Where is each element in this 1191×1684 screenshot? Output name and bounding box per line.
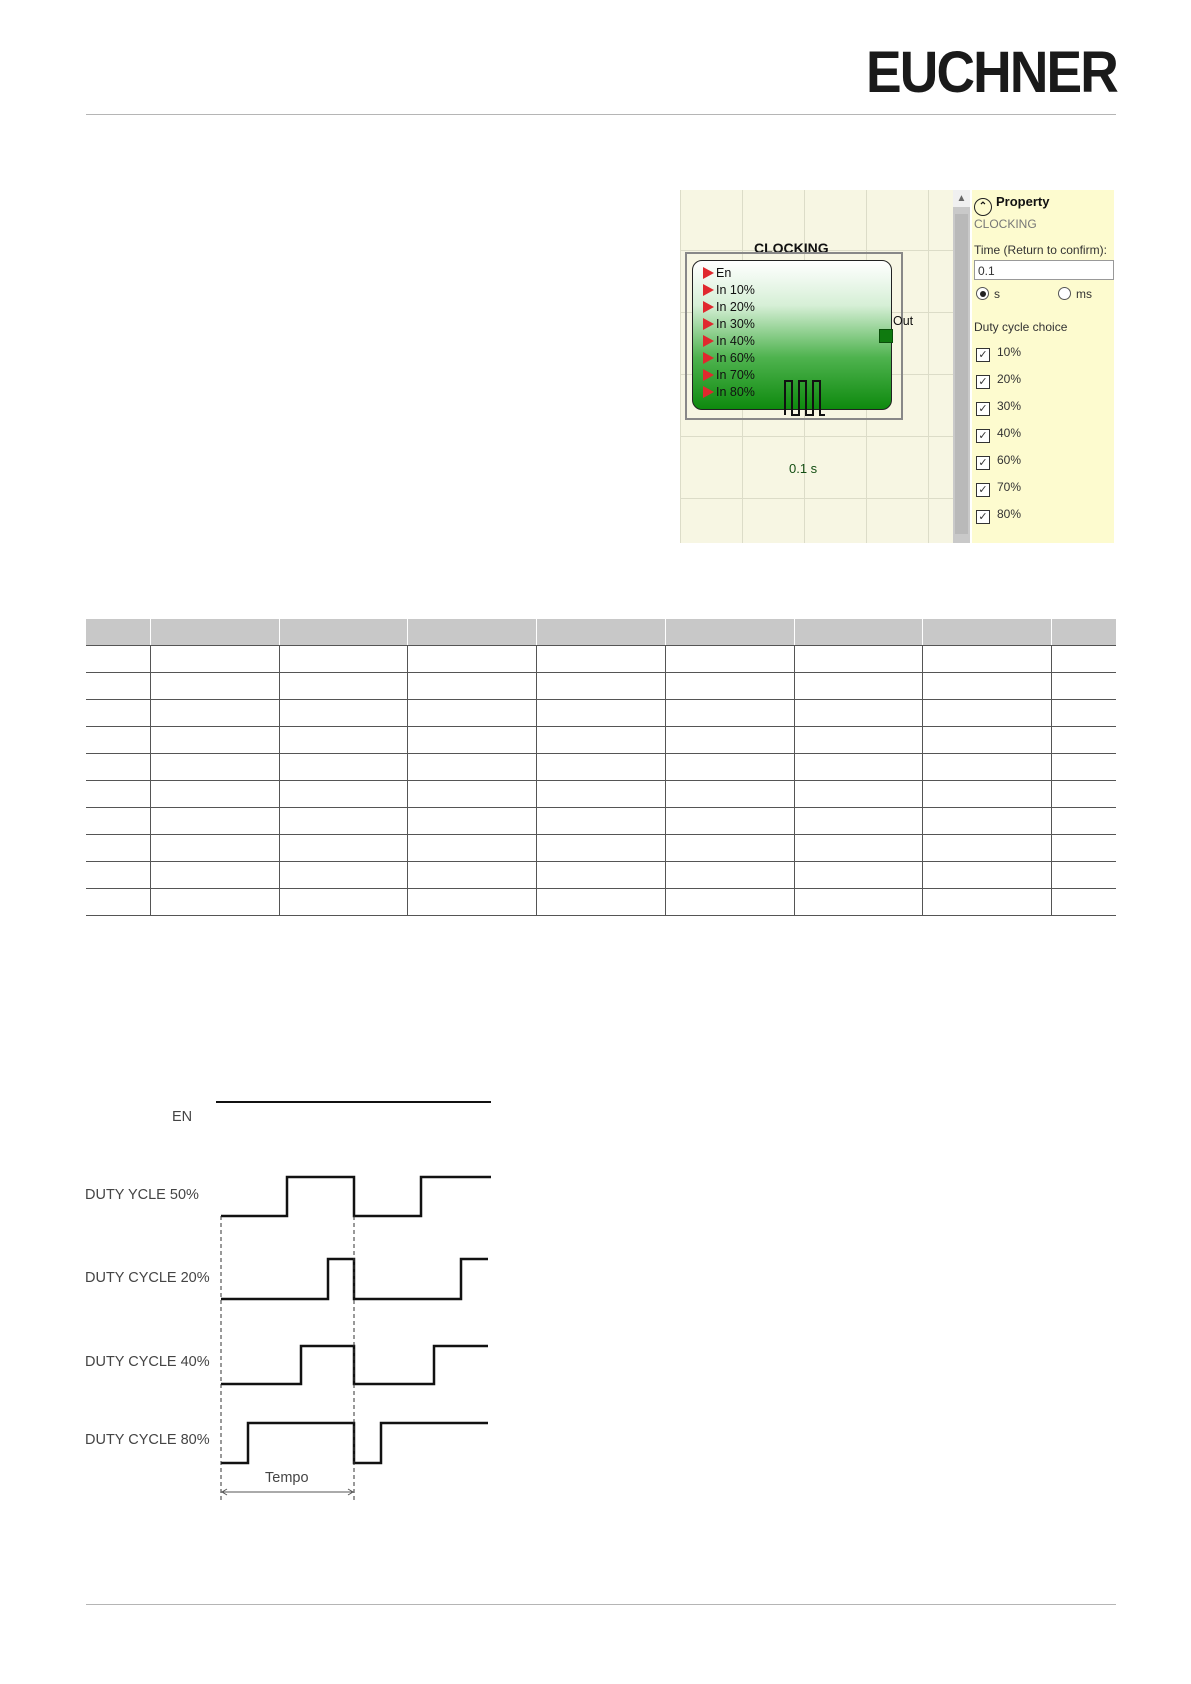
footer-rule <box>86 1604 1116 1605</box>
collapse-chevron-icon[interactable]: ⌃ <box>974 198 992 216</box>
signal-label-duty-40: DUTY CYCLE 40% <box>85 1354 210 1370</box>
block-title: CLOCKING <box>754 240 829 256</box>
input-pin-10[interactable]: In 10% <box>703 282 755 298</box>
signal-label-duty-50: DUTY YCLE 50% <box>85 1187 199 1203</box>
checkmark-icon[interactable]: ✓ <box>976 429 990 443</box>
checkmark-icon[interactable]: ✓ <box>976 483 990 497</box>
signal-label-duty-80: DUTY CYCLE 80% <box>85 1432 210 1448</box>
input-pin-70[interactable]: In 70% <box>703 367 755 383</box>
signal-label-duty-20: DUTY CYCLE 20% <box>85 1270 210 1286</box>
duty-checkbox-30[interactable]: ✓ 30% <box>976 399 1021 416</box>
duty-checkbox-10[interactable]: ✓ 10% <box>976 345 1021 362</box>
property-header[interactable]: ⌃ Property <box>974 194 1049 216</box>
unit-radio-ms[interactable]: ms <box>1058 287 1092 301</box>
period-label: Tempo <box>265 1470 309 1486</box>
input-pin-30[interactable]: In 30% <box>703 316 755 332</box>
duty-checkbox-70[interactable]: ✓ 70% <box>976 480 1021 497</box>
brand-logo: EUCHNER <box>866 40 1117 105</box>
input-pin-en[interactable]: En <box>703 265 731 281</box>
duty-checkbox-40[interactable]: ✓ 40% <box>976 426 1021 443</box>
property-subheader: CLOCKING <box>974 217 1037 231</box>
duty-checkbox-20[interactable]: ✓ 20% <box>976 372 1021 389</box>
block-time-label: 0.1 s <box>789 461 818 476</box>
input-pin-80[interactable]: In 80% <box>703 384 755 400</box>
checkmark-icon[interactable]: ✓ <box>976 375 990 389</box>
signal-label-en: EN <box>172 1109 193 1125</box>
scroll-up-icon[interactable]: ▲ <box>953 190 970 207</box>
time-input[interactable]: 0.1 <box>974 260 1114 280</box>
input-pin-40[interactable]: In 40% <box>703 333 755 349</box>
output-label: Out <box>893 314 914 328</box>
time-field-label: Time (Return to confirm): <box>974 243 1107 257</box>
input-pin-60[interactable]: In 60% <box>703 350 755 366</box>
input-pin-20[interactable]: In 20% <box>703 299 755 315</box>
unit-radio-s[interactable]: s <box>976 287 1000 301</box>
checkmark-icon[interactable]: ✓ <box>976 348 990 362</box>
checkmark-icon[interactable]: ✓ <box>976 456 990 470</box>
duty-50-waveform <box>221 1177 491 1216</box>
duty-checkbox-80[interactable]: ✓ 80% <box>976 507 1021 524</box>
duty-cycle-label: Duty cycle choice <box>974 320 1068 334</box>
duty-checkbox-60[interactable]: ✓ 60% <box>976 453 1021 470</box>
checkmark-icon[interactable]: ✓ <box>976 402 990 416</box>
checkmark-icon[interactable]: ✓ <box>976 510 990 524</box>
